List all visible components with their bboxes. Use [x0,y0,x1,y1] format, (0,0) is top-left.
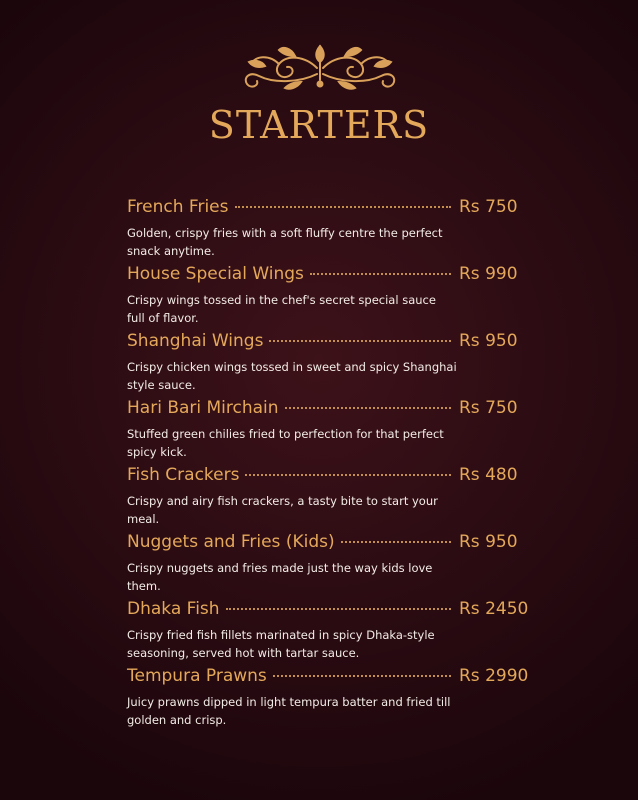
item-name: Tempura Prawns [127,666,267,686]
menu-list [127,197,527,733]
dot-leader [235,206,452,208]
menu-item [127,331,527,398]
menu-item [127,264,527,331]
item-description: Crispy nuggets and fries made just the way kids love them. [127,561,433,593]
item-price: Rs 2450 [459,599,529,619]
dot-leader [285,407,451,409]
menu-item [127,465,527,532]
item-description: Crispy wings tossed in the chef's secret special sauce full of flavor. [127,293,436,325]
floral-flourish-icon [235,40,405,92]
item-price: Rs 480 [459,465,518,485]
dot-leader [269,340,451,342]
item-description: Crispy chicken wings tossed in sweet and spicy Shanghai style sauce. [127,360,457,392]
item-name: French Fries [127,197,229,217]
item-description: Stuffed green chilies fried to perfection for that perfect spicy kick. [127,427,444,459]
item-name: Dhaka Fish [127,599,220,619]
dot-leader [310,273,451,275]
page-title: STARTERS [208,103,430,147]
item-name: Hari Bari Mirchain [127,398,279,418]
dot-leader [226,608,451,610]
menu-item [127,197,527,264]
menu-item [127,599,527,666]
menu-item [127,532,527,599]
item-price: Rs 950 [459,331,518,351]
item-price: Rs 750 [459,398,518,418]
menu-item [127,398,527,465]
dot-leader [273,675,451,677]
item-name: House Special Wings [127,264,304,284]
item-name: Fish Crackers [127,465,240,485]
item-description: Golden, crispy fries with a soft fluffy centre the perfect snack anytime. [127,226,443,258]
item-price: Rs 950 [459,532,518,552]
item-price: Rs 2990 [459,666,529,686]
item-name: Shanghai Wings [127,331,264,351]
menu-item [127,666,527,733]
dot-leader [341,541,451,543]
item-description: Crispy and airy fish crackers, a tasty bite to start your meal. [127,494,438,526]
item-price: Rs 750 [459,197,518,217]
item-description: Crispy fried fish fillets marinated in spicy Dhaka-style seasoning, served hot with tartar sauce. [127,628,435,660]
item-price: Rs 990 [459,264,518,284]
item-description: Juicy prawns dipped in light tempura batter and fried till golden and crisp. [127,695,451,727]
dot-leader [245,474,451,476]
item-name: Nuggets and Fries (Kids) [127,532,335,552]
